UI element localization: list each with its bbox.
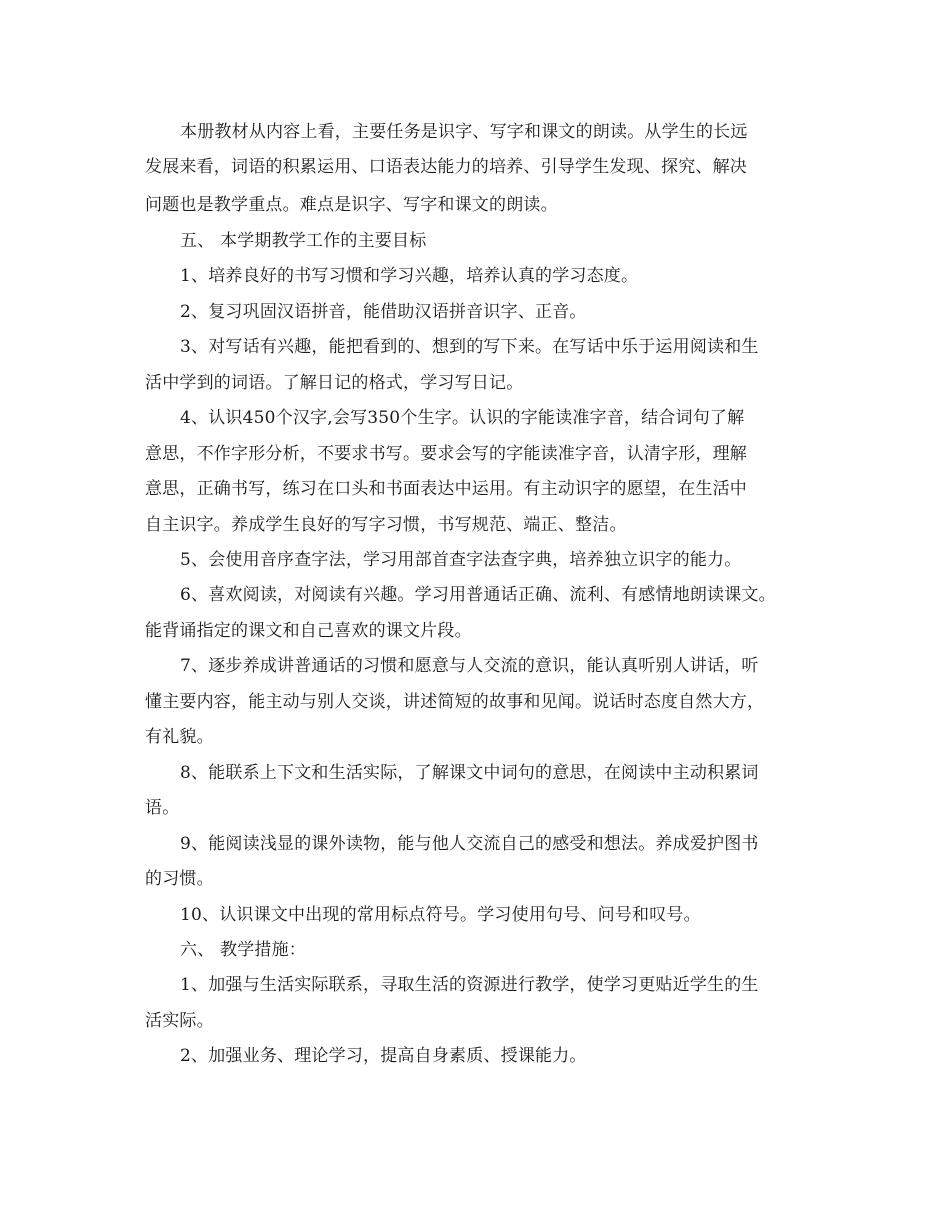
text-line: 懂主要内容，能主动与别人交谈，讲述简短的故事和见闻。说话时态度自然大方， xyxy=(145,692,765,712)
section-heading: 六、 教学措施： xyxy=(180,940,307,960)
text-line: 意思，不作字形分析，不要求书写。要求会写的字能读准字音，认清字形，理解 xyxy=(145,444,747,464)
list-item: 1、加强与生活实际联系，寻取生活的资源进行教学，使学习更贴近学生的生 xyxy=(180,975,759,995)
section-heading: 五、 本学期教学工作的主要目标 xyxy=(180,231,427,251)
text-line: 能背诵指定的课文和自己喜欢的课文片段。 xyxy=(145,621,472,641)
text-line: 意思，正确书写，练习在口头和书面表达中运用。有主动识字的愿望，在生活中 xyxy=(145,479,747,499)
text-line: 发展来看，词语的积累运用、口语表达能力的培养、引导学生发现、探究、解决 xyxy=(145,157,747,177)
list-item: 6、喜欢阅读，对阅读有兴趣。学习用普通话正确、流利、有感情地朗读课文。 xyxy=(180,585,776,605)
text-line: 活中学到的词语。了解日记的格式，学习写日记。 xyxy=(145,373,524,393)
list-item: 9、能阅读浅显的课外读物，能与他人交流自己的感受和想法。养成爱护图书 xyxy=(180,834,759,854)
text-line: 的习惯。 xyxy=(145,869,214,889)
list-item: 3、对写话有兴趣，能把看到的、想到的写下来。在写话中乐于运用阅读和生 xyxy=(180,337,759,357)
list-item: 2、复习巩固汉语拼音，能借助汉语拼音识字、正音。 xyxy=(180,302,587,322)
text-line: 自主识字。养成学生良好的写字习惯，书写规范、端正、整洁。 xyxy=(145,515,627,535)
text-line: 本册教材从内容上看，主要任务是识字、写字和课文的朗读。从学生的长远 xyxy=(180,122,748,142)
list-item: 2、加强业务、理论学习，提高自身素质、授课能力。 xyxy=(180,1046,587,1066)
list-item: 10、认识课文中出现的常用标点符号。学习使用句号、问号和叹号。 xyxy=(180,905,701,925)
text-line: 问题也是教学重点。难点是识字、写字和课文的朗读。 xyxy=(145,195,558,215)
list-item: 4、认识450个汉字,会写350个生字。认识的字能读准字音，结合词句了解 xyxy=(180,408,745,428)
text-line: 有礼貌。 xyxy=(145,727,214,747)
list-item: 7、逐步养成讲普通话的习惯和愿意与人交流的意识，能认真听别人讲话，听 xyxy=(180,656,759,676)
text-line: 活实际。 xyxy=(145,1011,214,1031)
list-item: 8、能联系上下文和生活实际，了解课文中词句的意思，在阅读中主动积累词 xyxy=(180,763,759,783)
text-line: 语。 xyxy=(145,798,180,818)
list-item: 5、会使用音序查字法，学习用部首查字法查字典，培养独立识字的能力。 xyxy=(180,550,742,570)
list-item: 1、培养良好的书写习惯和学习兴趣，培养认真的学习态度。 xyxy=(180,266,639,286)
